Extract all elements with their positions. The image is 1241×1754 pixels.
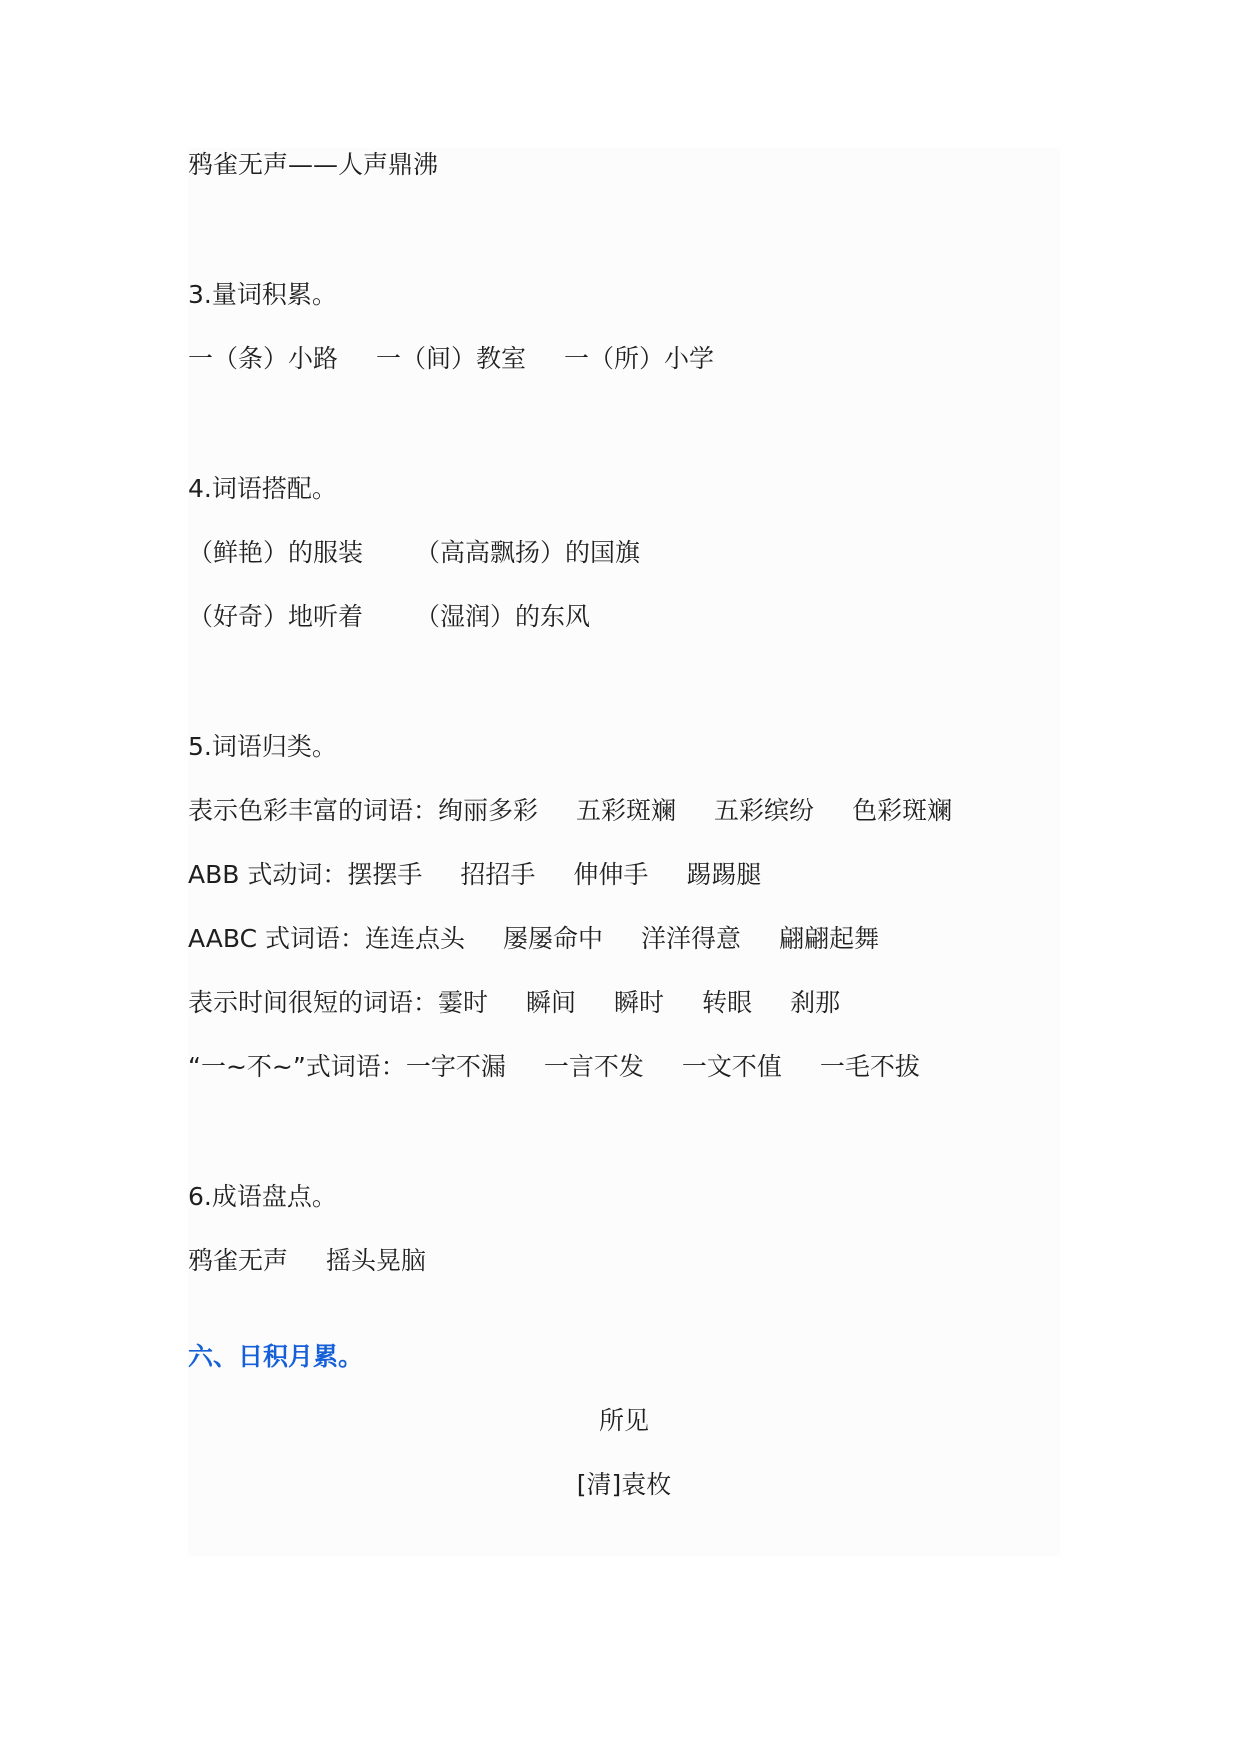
collocation-row xyxy=(188,538,640,568)
section-six-heading: 六、日积月累。 xyxy=(188,1342,364,1371)
poem-title: 所见 xyxy=(598,1406,649,1435)
classification-word: 摆摆手 xyxy=(347,860,423,889)
collocation-row xyxy=(188,602,590,632)
classification-word: 一文不值 xyxy=(681,1052,782,1081)
classification-row xyxy=(188,924,879,954)
collocation-item: （湿润）的东风 xyxy=(415,602,591,631)
classification-row xyxy=(188,988,840,1018)
collocation-item: （高高飘扬）的国旗 xyxy=(415,538,641,567)
poem-author: [清]袁枚 xyxy=(576,1470,672,1499)
classification-word: 招招手 xyxy=(460,860,536,889)
collocation-heading: 4.词语搭配。 xyxy=(188,474,337,503)
classification-heading: 5.词语归类。 xyxy=(188,732,337,761)
collocation-item: （好奇）地听着 xyxy=(188,602,364,631)
classification-label: 表示时间很短的词语： xyxy=(188,988,439,1017)
antonym-line: 鸦雀无声——人声鼎沸 xyxy=(188,150,439,179)
classification-label: ABB 式动词： xyxy=(188,860,348,889)
measure-words-heading: 3.量词积累。 xyxy=(188,280,337,309)
classification-word: 踢踢腿 xyxy=(686,860,762,889)
measure-word-item: 一（间）教室 xyxy=(376,344,527,373)
classification-word: 五彩斑斓 xyxy=(576,796,677,825)
classification-row xyxy=(188,796,952,826)
classification-word: 五彩缤纷 xyxy=(714,796,815,825)
classification-word: 一言不发 xyxy=(543,1052,644,1081)
classification-word: 刹那 xyxy=(790,988,841,1017)
classification-word: 洋洋得意 xyxy=(641,924,742,953)
classification-word: 瞬时 xyxy=(614,988,665,1017)
classification-word: 翩翩起舞 xyxy=(779,924,880,953)
classification-row xyxy=(188,1052,920,1082)
classification-label: 表示色彩丰富的词语： xyxy=(188,796,439,825)
classification-word: 连连点头 xyxy=(365,924,466,953)
classification-row xyxy=(188,860,761,890)
classification-word: 转眼 xyxy=(702,988,753,1017)
idiom-item: 摇头晃脑 xyxy=(326,1246,427,1275)
classification-word: 霎时 xyxy=(438,988,489,1017)
measure-word-item: 一（所）小学 xyxy=(564,344,715,373)
classification-word: 绚丽多彩 xyxy=(438,796,539,825)
classification-word: 伸伸手 xyxy=(573,860,649,889)
classification-word: 色彩斑斓 xyxy=(852,796,953,825)
collocation-item: （鲜艳）的服装 xyxy=(188,538,364,567)
classification-label: “一~不~”式词语： xyxy=(188,1052,406,1081)
idioms-row xyxy=(188,1246,426,1276)
idiom-item: 鸦雀无声 xyxy=(188,1246,289,1275)
classification-word: 屡屡命中 xyxy=(503,924,604,953)
measure-words-row xyxy=(188,344,714,374)
classification-word: 一毛不拔 xyxy=(819,1052,920,1081)
classification-label: AABC 式词语： xyxy=(188,924,366,953)
classification-word: 瞬间 xyxy=(526,988,577,1017)
measure-word-item: 一（条）小路 xyxy=(188,344,339,373)
classification-word: 一字不漏 xyxy=(405,1052,506,1081)
idioms-heading: 6.成语盘点。 xyxy=(188,1182,337,1211)
